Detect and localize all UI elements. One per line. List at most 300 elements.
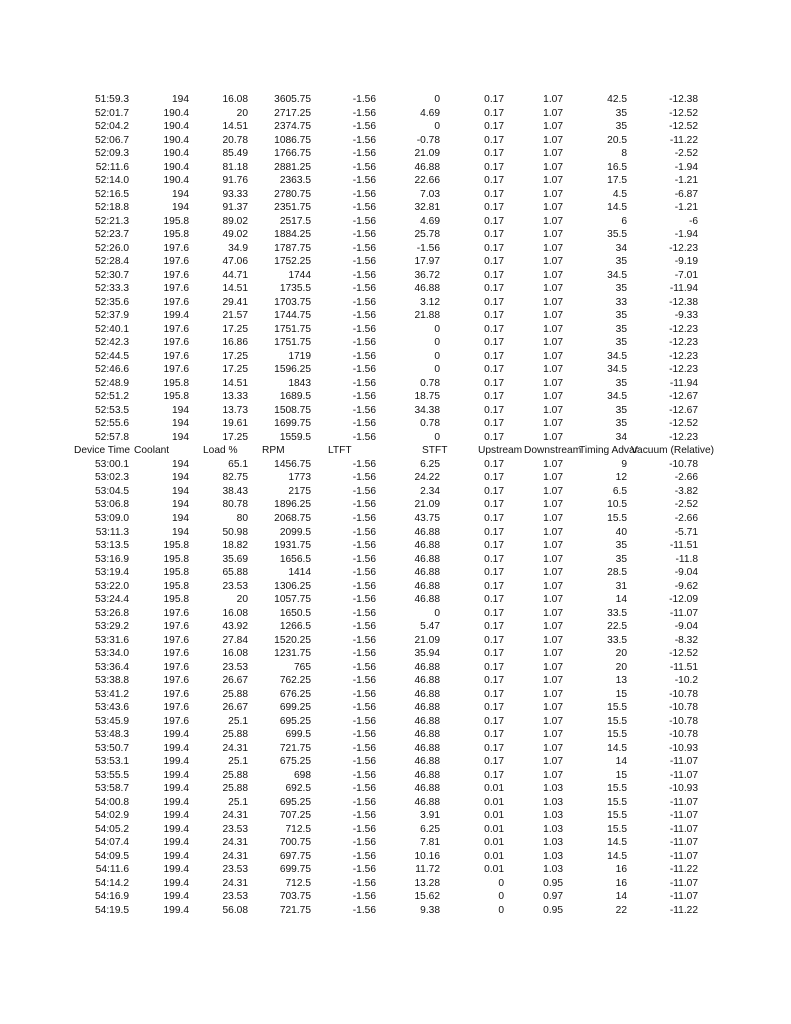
- table-cell[interactable]: 46.88: [414, 688, 440, 700]
- table-cell[interactable]: 46.88: [414, 553, 440, 565]
- table-cell[interactable]: 195.8: [163, 580, 189, 592]
- table-cell[interactable]: 194: [172, 188, 189, 200]
- table-cell[interactable]: 194: [172, 485, 189, 497]
- table-cell[interactable]: -11.8: [675, 553, 698, 565]
- table-cell[interactable]: -1.56: [352, 607, 376, 619]
- table-cell[interactable]: -1.56: [352, 404, 376, 416]
- table-cell[interactable]: 1.07: [543, 418, 563, 430]
- table-cell[interactable]: 52:40.1: [95, 323, 129, 335]
- table-cell[interactable]: 3605.75: [274, 94, 311, 105]
- table-cell[interactable]: 93.33: [222, 188, 248, 200]
- table-cell[interactable]: -1.56: [352, 891, 376, 903]
- table-cell[interactable]: 53:38.8: [95, 675, 129, 687]
- table-cell[interactable]: 0.17: [484, 418, 504, 430]
- table-cell[interactable]: -1.56: [352, 377, 376, 389]
- table-cell[interactable]: 1.07: [543, 323, 563, 335]
- table-cell[interactable]: 47.06: [222, 256, 248, 268]
- table-cell[interactable]: 195.8: [163, 540, 189, 552]
- table-cell[interactable]: 1.07: [543, 337, 563, 349]
- table-cell[interactable]: 43.75: [414, 512, 440, 524]
- table-cell[interactable]: 17.25: [222, 431, 248, 443]
- table-cell[interactable]: -1.56: [352, 269, 376, 281]
- table-cell[interactable]: 1596.25: [274, 364, 311, 376]
- table-cell[interactable]: -1.56: [352, 134, 376, 146]
- table-cell[interactable]: 1.07: [543, 512, 563, 524]
- table-cell[interactable]: 1.07: [543, 688, 563, 700]
- table-cell[interactable]: 16.08: [222, 648, 248, 660]
- table-cell[interactable]: 692.5: [285, 783, 311, 795]
- table-cell[interactable]: 1.07: [543, 134, 563, 146]
- table-cell[interactable]: 1656.5: [279, 553, 311, 565]
- table-cell[interactable]: 33.5: [607, 607, 627, 619]
- table-cell[interactable]: -11.07: [669, 837, 698, 849]
- table-cell[interactable]: 194: [172, 472, 189, 484]
- header-stft[interactable]: STFT: [422, 445, 448, 457]
- table-cell[interactable]: 46.88: [414, 769, 440, 781]
- table-cell[interactable]: 1.07: [543, 553, 563, 565]
- table-cell[interactable]: 52:30.7: [95, 269, 129, 281]
- table-cell[interactable]: 1.07: [543, 648, 563, 660]
- table-cell[interactable]: -1.56: [352, 742, 376, 754]
- table-cell[interactable]: -1.56: [352, 202, 376, 214]
- table-cell[interactable]: 1414: [288, 567, 311, 579]
- table-cell[interactable]: 190.4: [163, 161, 189, 173]
- table-cell[interactable]: 6: [621, 215, 627, 227]
- table-cell[interactable]: 46.88: [414, 796, 440, 808]
- table-cell[interactable]: -11.22: [669, 864, 698, 876]
- table-cell[interactable]: 8: [621, 148, 627, 160]
- table-cell[interactable]: 52:04.2: [95, 121, 129, 133]
- table-cell[interactable]: 25.88: [222, 688, 248, 700]
- table-cell[interactable]: 1744: [288, 269, 311, 281]
- table-cell[interactable]: 0.17: [484, 702, 504, 714]
- table-cell[interactable]: -6.87: [674, 188, 698, 200]
- table-cell[interactable]: 0.17: [484, 161, 504, 173]
- table-cell[interactable]: 23.53: [222, 661, 248, 673]
- table-cell[interactable]: 0.17: [484, 256, 504, 268]
- table-cell[interactable]: 675.25: [279, 756, 311, 768]
- table-cell[interactable]: 20.5: [607, 134, 627, 146]
- table-cell[interactable]: 0.95: [543, 877, 563, 889]
- table-cell[interactable]: 91.37: [222, 202, 248, 214]
- table-cell[interactable]: 24.31: [222, 877, 248, 889]
- table-cell[interactable]: 51:59.3: [95, 94, 129, 105]
- table-cell[interactable]: 65.88: [222, 567, 248, 579]
- table-cell[interactable]: 2099.5: [279, 526, 311, 538]
- table-cell[interactable]: 27.84: [222, 634, 248, 646]
- table-cell[interactable]: 195.8: [163, 594, 189, 606]
- table-cell[interactable]: 197.6: [163, 256, 189, 268]
- table-cell[interactable]: 1.07: [543, 377, 563, 389]
- table-cell[interactable]: 36.72: [414, 269, 440, 281]
- table-cell[interactable]: 15: [615, 688, 627, 700]
- table-cell[interactable]: 33.5: [607, 634, 627, 646]
- table-cell[interactable]: -1.56: [352, 94, 376, 105]
- table-cell[interactable]: 0.17: [484, 621, 504, 633]
- table-cell[interactable]: 14.5: [607, 837, 627, 849]
- table-cell[interactable]: -3.82: [674, 485, 698, 497]
- table-cell[interactable]: 54:05.2: [95, 823, 129, 835]
- table-cell[interactable]: 25.88: [222, 783, 248, 795]
- table-cell[interactable]: 15.5: [607, 715, 627, 727]
- table-cell[interactable]: 2351.75: [274, 202, 311, 214]
- table-cell[interactable]: 20: [236, 107, 248, 119]
- table-cell[interactable]: 14.5: [607, 850, 627, 862]
- table-cell[interactable]: 14.5: [607, 742, 627, 754]
- table-cell[interactable]: 1.07: [543, 729, 563, 741]
- table-cell[interactable]: 15.5: [607, 512, 627, 524]
- table-cell[interactable]: 46.88: [414, 567, 440, 579]
- table-cell[interactable]: 1.07: [543, 621, 563, 633]
- table-cell[interactable]: 1.03: [543, 864, 563, 876]
- table-cell[interactable]: -12.09: [669, 594, 698, 606]
- table-cell[interactable]: -1.56: [352, 418, 376, 430]
- table-cell[interactable]: 53:22.0: [95, 580, 129, 592]
- table-cell[interactable]: 54:19.5: [95, 904, 129, 916]
- table-cell[interactable]: -1.56: [352, 837, 376, 849]
- table-cell[interactable]: -1.56: [352, 256, 376, 268]
- table-cell[interactable]: 2175: [288, 485, 311, 497]
- table-cell[interactable]: 16: [615, 877, 627, 889]
- table-cell[interactable]: 23.53: [222, 864, 248, 876]
- table-cell[interactable]: 1.07: [543, 769, 563, 781]
- table-cell[interactable]: 0.17: [484, 661, 504, 673]
- table-cell[interactable]: 4.5: [612, 188, 627, 200]
- table-cell[interactable]: -1.56: [352, 512, 376, 524]
- table-cell[interactable]: 15.5: [607, 702, 627, 714]
- table-cell[interactable]: 1.07: [543, 607, 563, 619]
- table-cell[interactable]: 190.4: [163, 175, 189, 187]
- table-cell[interactable]: 1.07: [543, 499, 563, 511]
- table-cell[interactable]: 695.25: [279, 715, 311, 727]
- table-cell[interactable]: 43.92: [222, 621, 248, 633]
- table-cell[interactable]: 2374.75: [274, 121, 311, 133]
- table-cell[interactable]: 22.5: [607, 621, 627, 633]
- table-cell[interactable]: 65.1: [228, 458, 248, 470]
- table-cell[interactable]: 54:16.9: [95, 891, 129, 903]
- table-cell[interactable]: -1.94: [674, 161, 698, 173]
- table-cell[interactable]: 194: [172, 458, 189, 470]
- table-cell[interactable]: 2068.75: [274, 512, 311, 524]
- table-cell[interactable]: 1266.5: [279, 621, 311, 633]
- table-cell[interactable]: -2.66: [674, 472, 698, 484]
- table-cell[interactable]: 0.01: [484, 837, 504, 849]
- table-cell[interactable]: 199.4: [163, 810, 189, 822]
- table-cell[interactable]: 53:13.5: [95, 540, 129, 552]
- table-cell[interactable]: -1.56: [352, 634, 376, 646]
- table-cell[interactable]: -10.78: [669, 688, 698, 700]
- table-cell[interactable]: 0.17: [484, 472, 504, 484]
- table-cell[interactable]: 0.17: [484, 229, 504, 241]
- table-cell[interactable]: 194: [172, 94, 189, 105]
- table-cell[interactable]: -8.32: [674, 634, 698, 646]
- table-cell[interactable]: 199.4: [163, 796, 189, 808]
- table-cell[interactable]: 1650.5: [279, 607, 311, 619]
- table-cell[interactable]: -11.51: [669, 661, 698, 673]
- table-cell[interactable]: 1703.75: [274, 296, 311, 308]
- table-cell[interactable]: 2780.75: [274, 188, 311, 200]
- header-vacuum[interactable]: Vacuum (Relative): [631, 445, 715, 457]
- table-cell[interactable]: 1.07: [543, 472, 563, 484]
- table-cell[interactable]: 1.07: [543, 310, 563, 322]
- table-cell[interactable]: 25.88: [222, 769, 248, 781]
- table-cell[interactable]: 16.08: [222, 94, 248, 105]
- table-cell[interactable]: -1.56: [352, 540, 376, 552]
- table-cell[interactable]: -12.23: [669, 364, 698, 376]
- table-cell[interactable]: -11.07: [669, 823, 698, 835]
- table-cell[interactable]: 195.8: [163, 553, 189, 565]
- table-cell[interactable]: 0.17: [484, 310, 504, 322]
- table-cell[interactable]: 23.53: [222, 580, 248, 592]
- table-cell[interactable]: 80: [236, 512, 248, 524]
- table-cell[interactable]: 194: [172, 431, 189, 443]
- table-cell[interactable]: -10.78: [669, 715, 698, 727]
- table-cell[interactable]: 52:44.5: [95, 350, 129, 362]
- table-cell[interactable]: 53:00.1: [95, 458, 129, 470]
- table-cell[interactable]: -10.93: [669, 783, 698, 795]
- table-cell[interactable]: 53:48.3: [95, 729, 129, 741]
- table-cell[interactable]: 50.98: [222, 526, 248, 538]
- table-cell[interactable]: 0.17: [484, 594, 504, 606]
- table-cell[interactable]: -9.04: [674, 567, 698, 579]
- table-cell[interactable]: 80.78: [222, 499, 248, 511]
- table-cell[interactable]: 46.88: [414, 702, 440, 714]
- table-cell[interactable]: 15.5: [607, 823, 627, 835]
- table-cell[interactable]: 53:29.2: [95, 621, 129, 633]
- table-cell[interactable]: 0.17: [484, 350, 504, 362]
- table-cell[interactable]: 1735.5: [279, 283, 311, 295]
- table-cell[interactable]: 52:26.0: [95, 242, 129, 254]
- table-cell[interactable]: 52:23.7: [95, 229, 129, 241]
- table-cell[interactable]: 35: [615, 404, 627, 416]
- table-cell[interactable]: 1699.75: [274, 418, 311, 430]
- table-cell[interactable]: 15.5: [607, 783, 627, 795]
- table-cell[interactable]: -1.56: [352, 310, 376, 322]
- table-cell[interactable]: -11.22: [669, 904, 698, 916]
- table-cell[interactable]: -1.56: [352, 242, 376, 254]
- table-cell[interactable]: 15.5: [607, 796, 627, 808]
- table-cell[interactable]: 54:14.2: [95, 877, 129, 889]
- table-cell[interactable]: -1.56: [352, 188, 376, 200]
- table-cell[interactable]: -1.56: [352, 121, 376, 133]
- table-cell[interactable]: -11.07: [669, 877, 698, 889]
- header-upstream[interactable]: Upstream: [478, 445, 523, 457]
- table-cell[interactable]: 1.07: [543, 485, 563, 497]
- table-cell[interactable]: 0.17: [484, 283, 504, 295]
- table-cell[interactable]: 34.9: [228, 242, 248, 254]
- table-cell[interactable]: -1.56: [352, 756, 376, 768]
- table-cell[interactable]: 1766.75: [274, 148, 311, 160]
- table-cell[interactable]: -1.56: [352, 431, 376, 443]
- table-cell[interactable]: 53:45.9: [95, 715, 129, 727]
- table-cell[interactable]: 707.25: [279, 810, 311, 822]
- table-cell[interactable]: 18.82: [222, 540, 248, 552]
- table-cell[interactable]: -12.52: [669, 121, 698, 133]
- table-cell[interactable]: 14.51: [222, 283, 248, 295]
- table-cell[interactable]: 54:11.6: [95, 864, 129, 876]
- table-cell[interactable]: 195.8: [163, 567, 189, 579]
- table-cell[interactable]: 35: [615, 377, 627, 389]
- table-cell[interactable]: 1.07: [543, 702, 563, 714]
- table-cell[interactable]: 197.6: [163, 364, 189, 376]
- table-cell[interactable]: 24.31: [222, 837, 248, 849]
- table-cell[interactable]: 1.07: [543, 188, 563, 200]
- table-cell[interactable]: 11.72: [415, 864, 440, 876]
- table-cell[interactable]: -9.33: [674, 310, 698, 322]
- table-cell[interactable]: 52:57.8: [95, 431, 129, 443]
- table-cell[interactable]: 53:58.7: [95, 783, 129, 795]
- table-cell[interactable]: 1.03: [543, 783, 563, 795]
- table-cell[interactable]: 197.6: [163, 702, 189, 714]
- table-cell[interactable]: 54:00.8: [95, 796, 129, 808]
- table-cell[interactable]: 52:21.3: [95, 215, 129, 227]
- table-cell[interactable]: -1.56: [352, 499, 376, 511]
- table-cell[interactable]: 35: [615, 283, 627, 295]
- table-cell[interactable]: 52:16.5: [95, 188, 129, 200]
- table-cell[interactable]: 1.07: [543, 540, 563, 552]
- table-cell[interactable]: -1.56: [352, 904, 376, 916]
- table-cell[interactable]: 0.17: [484, 729, 504, 741]
- table-cell[interactable]: 46.88: [414, 783, 440, 795]
- table-cell[interactable]: 1520.25: [274, 634, 311, 646]
- table-cell[interactable]: 0.17: [484, 202, 504, 214]
- table-cell[interactable]: 197.6: [163, 607, 189, 619]
- table-cell[interactable]: 0.17: [484, 296, 504, 308]
- table-cell[interactable]: 2881.25: [274, 161, 311, 173]
- table-cell[interactable]: -1.56: [352, 296, 376, 308]
- table-cell[interactable]: 34.5: [607, 269, 627, 281]
- table-cell[interactable]: -10.78: [669, 729, 698, 741]
- table-cell[interactable]: 199.4: [163, 837, 189, 849]
- table-cell[interactable]: 0.17: [484, 121, 504, 133]
- table-cell[interactable]: 14.5: [607, 202, 627, 214]
- header-device-time[interactable]: Device Time: [74, 445, 131, 457]
- table-cell[interactable]: -10.78: [669, 702, 698, 714]
- table-cell[interactable]: 1752.25: [274, 256, 311, 268]
- table-cell[interactable]: 721.75: [279, 904, 311, 916]
- table-cell[interactable]: 23.53: [222, 823, 248, 835]
- table-cell[interactable]: -1.56: [352, 337, 376, 349]
- table-cell[interactable]: -1.21: [674, 175, 698, 187]
- table-cell[interactable]: 46.88: [414, 283, 440, 295]
- table-cell[interactable]: 52:18.8: [95, 202, 129, 214]
- table-cell[interactable]: 20: [236, 594, 248, 606]
- table-cell[interactable]: 16.5: [607, 161, 627, 173]
- table-cell[interactable]: 195.8: [163, 229, 189, 241]
- table-cell[interactable]: -12.38: [669, 94, 698, 105]
- table-cell[interactable]: -6: [688, 215, 698, 227]
- table-cell[interactable]: 1.07: [543, 350, 563, 362]
- table-cell[interactable]: 6.5: [612, 485, 627, 497]
- table-cell[interactable]: -11.51: [669, 540, 698, 552]
- table-cell[interactable]: 54:07.4: [95, 837, 129, 849]
- table-cell[interactable]: -11.07: [669, 756, 698, 768]
- table-cell[interactable]: 199.4: [163, 891, 189, 903]
- table-cell[interactable]: 13.33: [222, 391, 248, 403]
- table-cell[interactable]: 190.4: [163, 107, 189, 119]
- table-cell[interactable]: 46.88: [414, 594, 440, 606]
- table-cell[interactable]: 197.6: [163, 283, 189, 295]
- table-cell[interactable]: 0.17: [484, 648, 504, 660]
- table-cell[interactable]: 52:42.3: [95, 337, 129, 349]
- table-cell[interactable]: 22.66: [414, 175, 440, 187]
- table-cell[interactable]: 17.25: [222, 323, 248, 335]
- table-cell[interactable]: -12.38: [669, 296, 698, 308]
- table-cell[interactable]: 0.17: [484, 688, 504, 700]
- table-cell[interactable]: -2.52: [674, 499, 698, 511]
- table-cell[interactable]: 14: [615, 756, 627, 768]
- table-cell[interactable]: 194: [172, 526, 189, 538]
- table-cell[interactable]: 7.03: [420, 188, 440, 200]
- table-cell[interactable]: 1.03: [543, 796, 563, 808]
- table-cell[interactable]: 53:53.1: [95, 756, 129, 768]
- table-cell[interactable]: 53:09.0: [95, 512, 129, 524]
- table-cell[interactable]: 53:16.9: [95, 553, 129, 565]
- table-cell[interactable]: 194: [172, 418, 189, 430]
- table-cell[interactable]: 194: [172, 499, 189, 511]
- table-cell[interactable]: -12.52: [669, 648, 698, 660]
- table-cell[interactable]: 20: [615, 661, 627, 673]
- table-cell[interactable]: 0.17: [484, 337, 504, 349]
- table-cell[interactable]: 0.01: [484, 783, 504, 795]
- table-cell[interactable]: -11.07: [669, 607, 698, 619]
- table-cell[interactable]: 195.8: [163, 215, 189, 227]
- table-cell[interactable]: 197.6: [163, 621, 189, 633]
- table-cell[interactable]: 21.09: [414, 148, 440, 160]
- table-cell[interactable]: 712.5: [285, 823, 311, 835]
- table-cell[interactable]: -1.56: [352, 215, 376, 227]
- table-cell[interactable]: -1.56: [416, 242, 440, 254]
- table-cell[interactable]: 762.25: [279, 675, 311, 687]
- table-cell[interactable]: 9.38: [420, 904, 440, 916]
- table-cell[interactable]: 0.95: [543, 904, 563, 916]
- table-cell[interactable]: -1.56: [352, 107, 376, 119]
- table-cell[interactable]: -1.56: [352, 648, 376, 660]
- table-cell[interactable]: -1.56: [352, 850, 376, 862]
- table-cell[interactable]: -12.23: [669, 350, 698, 362]
- table-cell[interactable]: 0.17: [484, 742, 504, 754]
- table-cell[interactable]: 17.97: [414, 256, 440, 268]
- table-cell[interactable]: 0.17: [484, 512, 504, 524]
- table-cell[interactable]: 0.17: [484, 404, 504, 416]
- table-cell[interactable]: 52:14.0: [95, 175, 129, 187]
- table-cell[interactable]: 197.6: [163, 242, 189, 254]
- table-cell[interactable]: -1.56: [352, 364, 376, 376]
- table-cell[interactable]: -10.93: [669, 742, 698, 754]
- table-cell[interactable]: -5.71: [674, 526, 698, 538]
- table-cell[interactable]: 0: [434, 431, 440, 443]
- table-cell[interactable]: 199.4: [163, 904, 189, 916]
- table-cell[interactable]: -12.52: [669, 107, 698, 119]
- table-cell[interactable]: 81.18: [222, 161, 248, 173]
- table-cell[interactable]: 197.6: [163, 337, 189, 349]
- table-cell[interactable]: 0: [434, 607, 440, 619]
- table-cell[interactable]: 199.4: [163, 729, 189, 741]
- table-cell[interactable]: 10.5: [607, 499, 627, 511]
- table-cell[interactable]: 199.4: [163, 864, 189, 876]
- table-cell[interactable]: -11.07: [669, 769, 698, 781]
- table-cell[interactable]: 42.5: [607, 94, 627, 105]
- table-cell[interactable]: 1.07: [543, 161, 563, 173]
- table-cell[interactable]: 1306.25: [274, 580, 311, 592]
- table-cell[interactable]: 53:11.3: [95, 526, 129, 538]
- table-cell[interactable]: -1.56: [352, 580, 376, 592]
- table-cell[interactable]: -12.67: [669, 391, 698, 403]
- table-cell[interactable]: 1.07: [543, 269, 563, 281]
- table-cell[interactable]: 91.76: [222, 175, 248, 187]
- table-cell[interactable]: -7.01: [674, 269, 698, 281]
- table-cell[interactable]: -1.56: [352, 594, 376, 606]
